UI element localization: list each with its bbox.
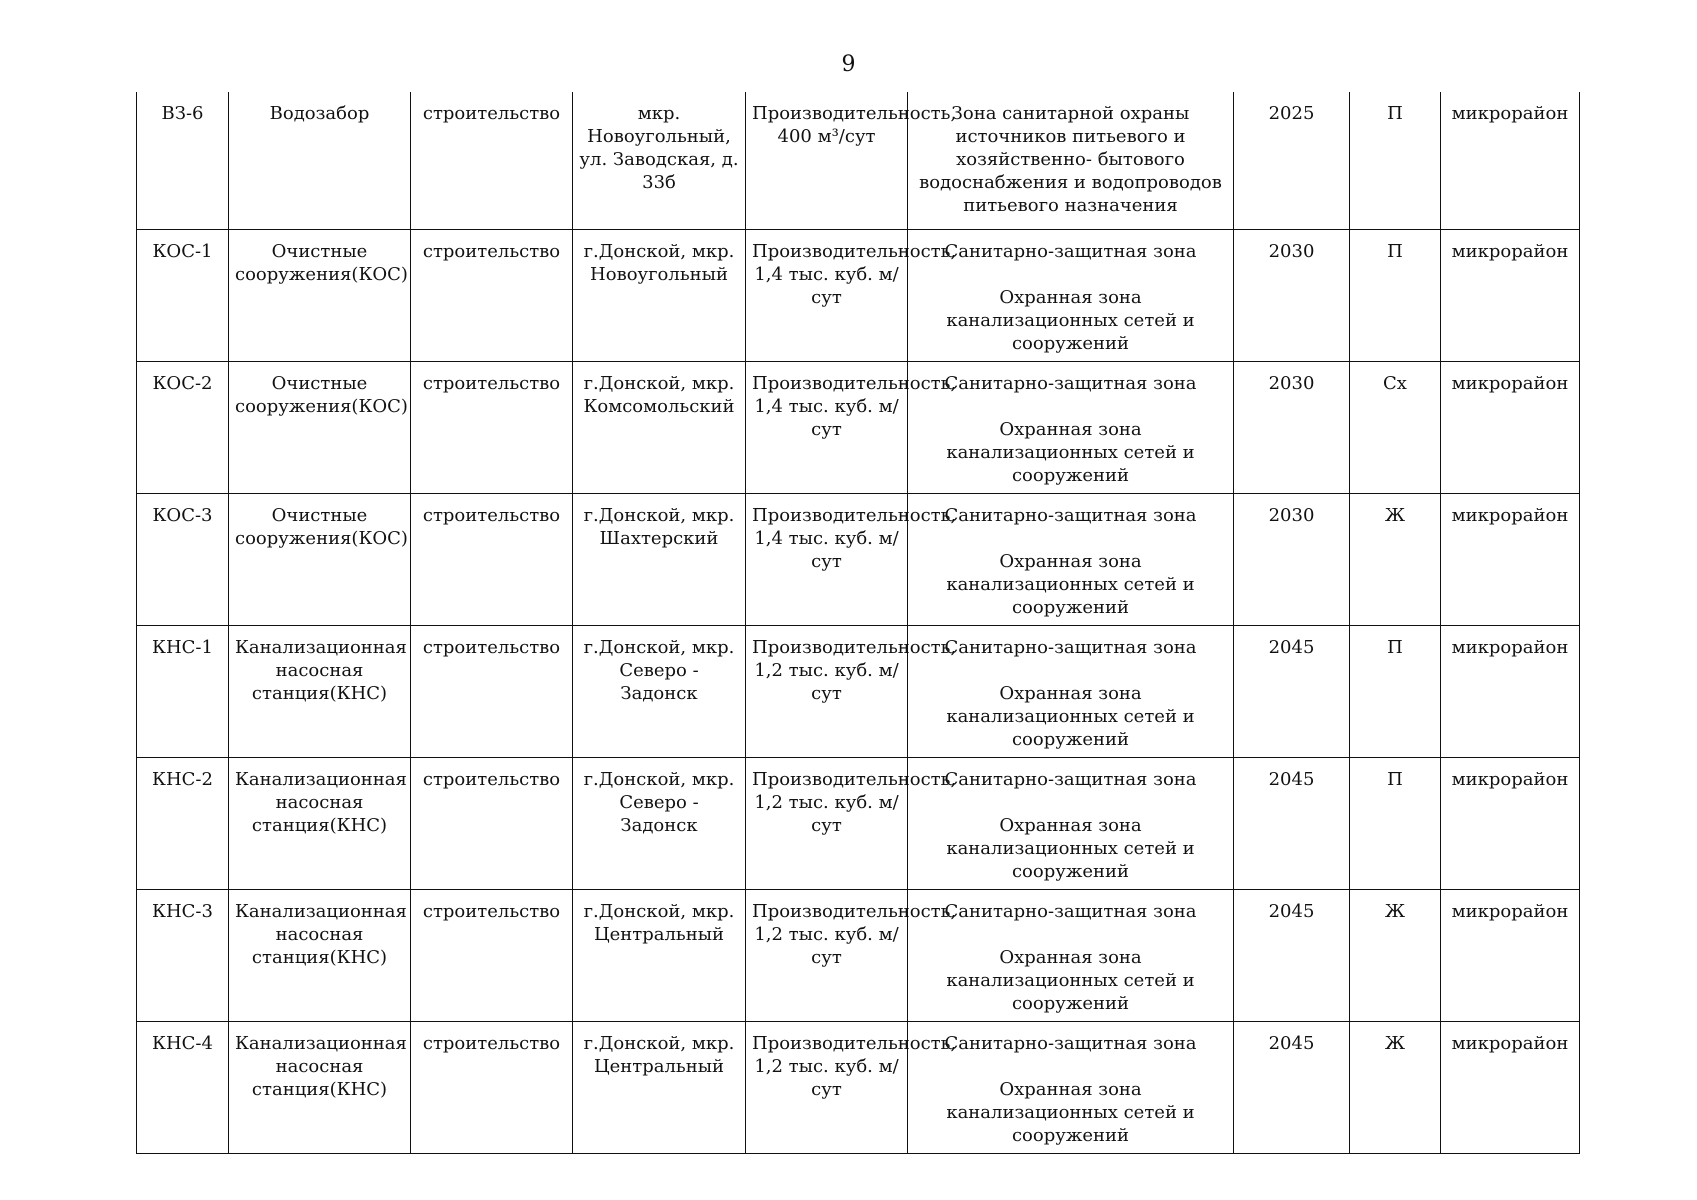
cell-action: строительство: [411, 1022, 573, 1154]
cell-level: микрорайон: [1441, 494, 1580, 626]
cell-zones: [908, 890, 1234, 1022]
cell-category: П: [1350, 758, 1441, 890]
cell-zones: [908, 92, 1234, 230]
zone-primary: Санитарно-защитная зона: [944, 637, 1197, 658]
zone-secondary: Охранная зона канализационных сетей и сооружений: [946, 947, 1195, 1014]
cell-zones: [908, 494, 1234, 626]
cell-capacity: Производительность, 1,2 тыс. куб. м/сут: [746, 890, 908, 1022]
table-row: [137, 890, 1580, 1022]
cell-capacity: Производительность, 400 м³/сут: [746, 92, 908, 230]
table-row: [137, 1022, 1580, 1154]
cell-code: КНС-3: [137, 890, 229, 1022]
cell-action: строительство: [411, 362, 573, 494]
zone-secondary: Охранная зона канализационных сетей и сооружений: [946, 1079, 1195, 1146]
zone-primary: Зона санитарной охраны источников питьевого и хозяйственно- бытового водоснабжения и водопроводов питьевого назначения: [919, 103, 1222, 216]
cell-zones: [908, 758, 1234, 890]
cell-zones: [908, 362, 1234, 494]
cell-level: микрорайон: [1441, 92, 1580, 230]
cell-category: П: [1350, 626, 1441, 758]
cell-object-name: Очистные сооружения(КОС): [229, 494, 411, 626]
cell-location: мкр. Новоугольный, ул. Заводская, д. 33б: [573, 92, 746, 230]
zone-secondary: Охранная зона канализационных сетей и сооружений: [946, 287, 1195, 354]
page-number: 9: [841, 52, 856, 77]
table-row: [137, 362, 1580, 494]
cell-category: П: [1350, 92, 1441, 230]
cell-level: микрорайон: [1441, 230, 1580, 362]
cell-code: КНС-1: [137, 626, 229, 758]
cell-code: КНС-4: [137, 1022, 229, 1154]
table-row: [137, 494, 1580, 626]
cell-category: Ж: [1350, 1022, 1441, 1154]
cell-object-name: Канализационная насосная станция(КНС): [229, 1022, 411, 1154]
cell-year: 2025: [1234, 92, 1350, 230]
cell-level: микрорайон: [1441, 1022, 1580, 1154]
cell-zones: [908, 626, 1234, 758]
zone-primary: Санитарно-защитная зона: [944, 505, 1197, 526]
cell-location: г.Донской, мкр. Северо - Задонск: [573, 626, 746, 758]
cell-location: г.Донской, мкр. Шахтерский: [573, 494, 746, 626]
cell-capacity: Производительность, 1,4 тыс. куб. м/сут: [746, 362, 908, 494]
cell-code: КОС-1: [137, 230, 229, 362]
cell-action: строительство: [411, 494, 573, 626]
cell-category: Сх: [1350, 362, 1441, 494]
zone-primary: Санитарно-защитная зона: [944, 241, 1197, 262]
table-row: [137, 230, 1580, 362]
cell-code: КОС-3: [137, 494, 229, 626]
cell-code: КНС-2: [137, 758, 229, 890]
zone-secondary: Охранная зона канализационных сетей и сооружений: [946, 419, 1195, 486]
cell-capacity: Производительность, 1,4 тыс. куб. м/сут: [746, 230, 908, 362]
cell-object-name: Канализационная насосная станция(КНС): [229, 626, 411, 758]
zone-secondary: Охранная зона канализационных сетей и сооружений: [946, 815, 1195, 882]
cell-level: микрорайон: [1441, 890, 1580, 1022]
cell-zones: [908, 1022, 1234, 1154]
cell-capacity: Производительность, 1,2 тыс. куб. м/сут: [746, 758, 908, 890]
cell-year: 2045: [1234, 1022, 1350, 1154]
cell-code: ВЗ-6: [137, 92, 229, 230]
cell-object-name: Очистные сооружения(КОС): [229, 362, 411, 494]
zone-primary: Санитарно-защитная зона: [944, 901, 1197, 922]
table-body: [137, 92, 1580, 1154]
cell-action: строительство: [411, 890, 573, 1022]
zone-secondary: Охранная зона канализационных сетей и сооружений: [946, 551, 1195, 618]
cell-year: 2030: [1234, 362, 1350, 494]
cell-category: Ж: [1350, 494, 1441, 626]
objects-table: [136, 92, 1580, 1154]
cell-object-name: Очистные сооружения(КОС): [229, 230, 411, 362]
zone-primary: Санитарно-защитная зона: [944, 373, 1197, 394]
cell-location: г.Донской, мкр. Центральный: [573, 890, 746, 1022]
cell-action: строительство: [411, 92, 573, 230]
cell-capacity: Производительность, 1,2 тыс. куб. м/сут: [746, 1022, 908, 1154]
cell-level: микрорайон: [1441, 758, 1580, 890]
cell-object-name: Водозабор: [229, 92, 411, 230]
cell-action: строительство: [411, 758, 573, 890]
cell-object-name: Канализационная насосная станция(КНС): [229, 890, 411, 1022]
cell-year: 2045: [1234, 890, 1350, 1022]
cell-year: 2030: [1234, 230, 1350, 362]
cell-category: П: [1350, 230, 1441, 362]
cell-code: КОС-2: [137, 362, 229, 494]
zone-primary: Санитарно-защитная зона: [944, 769, 1197, 790]
table-row: [137, 758, 1580, 890]
cell-zones: [908, 230, 1234, 362]
cell-year: 2045: [1234, 758, 1350, 890]
cell-location: г.Донской, мкр. Комсомольский: [573, 362, 746, 494]
cell-action: строительство: [411, 230, 573, 362]
cell-capacity: Производительность, 1,2 тыс. куб. м/сут: [746, 626, 908, 758]
cell-capacity: Производительность, 1,4 тыс. куб. м/сут: [746, 494, 908, 626]
cell-location: г.Донской, мкр. Северо - Задонск: [573, 758, 746, 890]
cell-location: г.Донской, мкр. Центральный: [573, 1022, 746, 1154]
cell-level: микрорайон: [1441, 626, 1580, 758]
table-row: [137, 626, 1580, 758]
cell-level: микрорайон: [1441, 362, 1580, 494]
table-row: [137, 92, 1580, 230]
cell-action: строительство: [411, 626, 573, 758]
cell-location: г.Донской, мкр. Новоугольный: [573, 230, 746, 362]
cell-year: 2030: [1234, 494, 1350, 626]
cell-year: 2045: [1234, 626, 1350, 758]
cell-object-name: Канализационная насосная станция(КНС): [229, 758, 411, 890]
zone-primary: Санитарно-защитная зона: [944, 1033, 1197, 1054]
zone-secondary: Охранная зона канализационных сетей и сооружений: [946, 683, 1195, 750]
cell-category: Ж: [1350, 890, 1441, 1022]
